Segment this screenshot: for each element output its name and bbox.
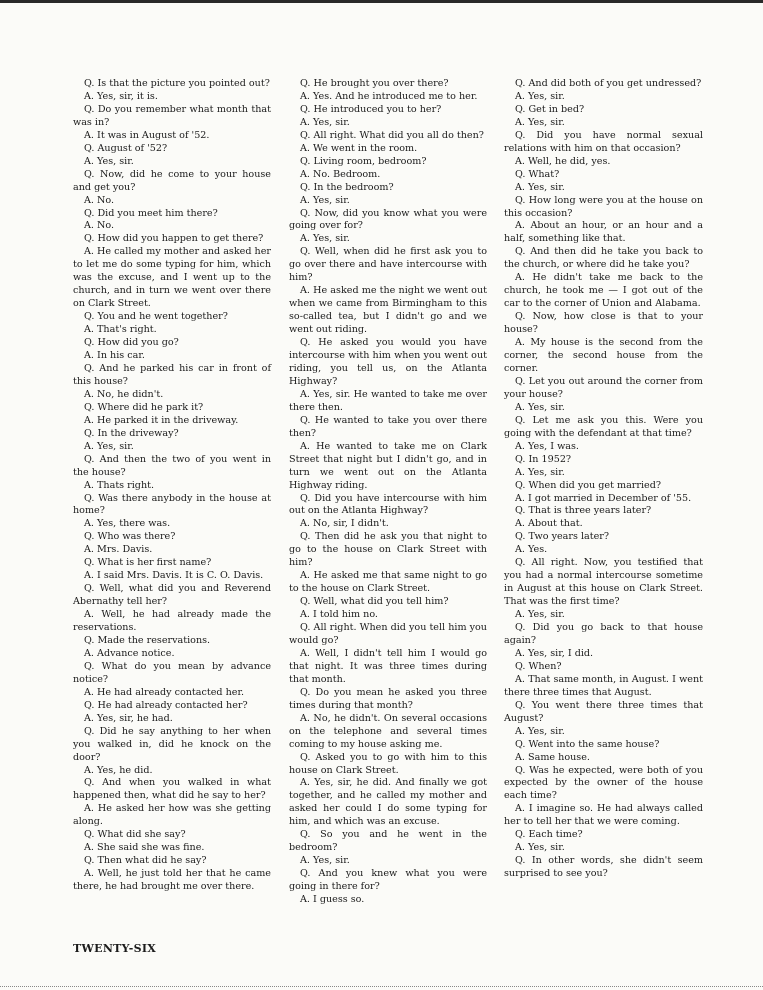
question-paragraph: Q. In other words, she didn't seem surprised to see you? xyxy=(504,855,703,880)
question-paragraph: Q. Went into the same house? xyxy=(515,738,660,750)
answer-paragraph: A. He asked me that same night to go to the house on Clark Street. xyxy=(289,570,487,595)
question-paragraph: Q. Two years later? xyxy=(515,531,610,543)
question-paragraph: Q. Asked you to go with him to this house on Clark Street. xyxy=(289,751,487,776)
question-paragraph: Q. And you knew what you were going in there for? xyxy=(289,868,487,893)
answer-paragraph: A. He parked it in the driveway. xyxy=(84,414,239,426)
question-paragraph: Q. When did you get married? xyxy=(515,479,661,491)
answer-paragraph: A. Yes, sir. xyxy=(515,401,565,413)
answer-paragraph: A. No, he didn't. xyxy=(84,388,164,400)
answer-paragraph: A. Yes, sir, I did. xyxy=(515,647,594,659)
answer-paragraph: A. About an hour, or an hour and a half, something like that. xyxy=(504,220,703,245)
answer-paragraph: A. Well, he just told her that he came there, he had brought me over there. xyxy=(73,868,271,893)
answer-paragraph: A. In his car. xyxy=(84,350,145,362)
answer-paragraph: A. Yes, I was. xyxy=(515,440,579,452)
question-paragraph: Q. Did you go back to that house again? xyxy=(504,622,703,646)
answer-paragraph: A. No. xyxy=(84,220,115,232)
question-paragraph: Q. August of '52? xyxy=(84,142,168,154)
question-paragraph: Q. He introduced you to her? xyxy=(300,103,442,115)
question-paragraph: Q. In the driveway? xyxy=(84,427,179,439)
answer-paragraph: A. I guess so. xyxy=(300,894,365,906)
answer-paragraph: A. Yes, he did. xyxy=(84,764,153,776)
question-paragraph: Q. You and he went together? xyxy=(84,311,228,323)
answer-paragraph: A. Yes, sir. He wanted to take me over there then. xyxy=(289,388,487,413)
question-paragraph: Q. He asked you would you have intercourse with him when you went out riding, you tell us, on the Atlanta Highway? xyxy=(289,337,487,387)
answer-paragraph: A. My house is the second from the corner, the second house from the corner. xyxy=(504,337,703,374)
answer-paragraph: A. Yes, sir. xyxy=(300,855,350,867)
question-paragraph: Q. Was he expected, were both of you expected by the owner of the house each time? xyxy=(504,764,703,802)
answer-paragraph: A. Yes, sir. xyxy=(515,116,565,128)
answer-paragraph: A. I got married in December of '55. xyxy=(515,492,692,504)
answer-paragraph: A. No. xyxy=(84,194,115,206)
question-paragraph: Q. What did she say? xyxy=(84,829,186,841)
answer-paragraph: A. Yes, sir. xyxy=(300,233,350,245)
answer-paragraph: A. Yes. And he introduced me to her. xyxy=(300,90,478,102)
answer-paragraph: A. He wanted to take me on Clark Street that night but I didn't go, and in turn we went out on the Atlanta Highway riding. xyxy=(289,440,487,491)
question-paragraph: Q. Well, what did you and Reverend Abernathy tell her? xyxy=(73,583,271,608)
answer-paragraph: A. That same month, in August. I went there three times that August. xyxy=(504,673,703,698)
answer-paragraph: A. He asked me the night we went out when we came from Birmingham to this so-called tea, but I didn't go and we went out riding. xyxy=(289,285,487,336)
question-paragraph: Q. Do you mean he asked you three times during that month? xyxy=(289,686,487,711)
answer-paragraph: A. Yes, sir. xyxy=(515,725,565,737)
question-paragraph: Q. Now, did he come to your house and get you? xyxy=(73,168,271,193)
question-paragraph: Q. Well, when did he first ask you to go over there and have intercourse with him? xyxy=(289,246,487,284)
question-paragraph: Q. Who was there? xyxy=(84,531,176,543)
question-paragraph: Q. Let you out around the corner from your house? xyxy=(504,375,703,400)
top-rule xyxy=(0,0,763,3)
answer-paragraph: A. Yes, sir. xyxy=(84,155,134,167)
answer-paragraph: A. No, sir, I didn't. xyxy=(300,518,389,530)
question-paragraph: Q. Is that the picture you pointed out? xyxy=(84,78,270,89)
transcript-column-3 xyxy=(504,78,703,881)
answer-paragraph: A. Yes, there was. xyxy=(84,518,171,530)
answer-paragraph: A. No. Bedroom. xyxy=(300,168,381,180)
question-paragraph: Q. Now, how close is that to your house? xyxy=(504,311,703,336)
question-paragraph: Q. Each time? xyxy=(515,829,583,841)
answer-paragraph: A. He didn't take me back to the church, he took me — I got out of the car to the corner of Union and Alabama. xyxy=(504,272,703,310)
question-paragraph: Q. And did both of you get undressed? xyxy=(515,78,702,89)
answer-paragraph: A. Yes, sir. xyxy=(84,440,134,452)
question-paragraph: Q. You went there three times that August? xyxy=(504,699,703,724)
question-paragraph: Q. Did you have normal sexual relations with him on that occasion? xyxy=(504,129,703,154)
question-paragraph: Q. How did you go? xyxy=(84,337,179,349)
answer-paragraph: A. No, he didn't. On several occasions on the telephone and several times coming to my house asking me. xyxy=(289,712,487,750)
question-paragraph: Q. Did you have intercourse with him out on the Atlanta Highway? xyxy=(289,492,487,517)
question-paragraph: Q. And then the two of you went in the house? xyxy=(73,453,271,478)
question-paragraph: Q. Then did he ask you that night to go to the house on Clark Street with him? xyxy=(289,531,487,569)
answer-paragraph: A. He asked her how was she getting along. xyxy=(73,803,271,828)
question-paragraph: Q. How did you happen to get there? xyxy=(84,233,264,245)
question-paragraph: Q. Then what did he say? xyxy=(84,855,207,867)
question-paragraph: Q. And when you walked in what happened then, what did he say to her? xyxy=(73,777,271,802)
answer-paragraph: A. Yes, sir. xyxy=(515,90,565,102)
answer-paragraph: A. Yes, sir, he had. xyxy=(84,712,173,724)
bottom-rule xyxy=(0,986,763,987)
answer-paragraph: A. Well, he did, yes. xyxy=(515,155,611,167)
question-paragraph: Q. What? xyxy=(515,168,560,180)
question-paragraph: Q. Where did he park it? xyxy=(84,401,204,413)
question-paragraph: Q. Living room, bedroom? xyxy=(300,155,427,167)
question-paragraph: Q. How long were you at the house on this occasion? xyxy=(504,194,703,219)
answer-paragraph: A. It was in August of '52. xyxy=(84,129,210,141)
answer-paragraph: A. Thats right. xyxy=(84,479,155,491)
answer-paragraph: A. She said she was fine. xyxy=(84,842,205,854)
question-paragraph: Q. All right. When did you tell him you would go? xyxy=(289,622,487,646)
answer-paragraph: A. He called my mother and asked her to let me do some typing for him, which was the excuse, and I went up to the church, and in turn we went over there on Clark Street. xyxy=(73,246,271,310)
question-paragraph: Q. All right. Now, you testified that you had a normal intercourse sometime in August at this house on Clark Street. That was the first time? xyxy=(504,557,703,608)
answer-paragraph: A. Yes, sir. xyxy=(515,466,565,478)
answer-paragraph: A. I said Mrs. Davis. It is C. O. Davis. xyxy=(84,570,264,582)
question-paragraph: Q. In 1952? xyxy=(515,453,572,465)
answer-paragraph: A. Advance notice. xyxy=(84,647,175,659)
question-paragraph: Q. Did you meet him there? xyxy=(84,207,218,219)
question-paragraph: Q. Do you remember what month that was in? xyxy=(73,103,271,128)
question-paragraph: Q. He brought you over there? xyxy=(300,78,449,89)
page-number-footer: TWENTY-SIX xyxy=(73,942,157,955)
question-paragraph: Q. And then did he take you back to the church, or where did he take you? xyxy=(504,246,703,271)
question-paragraph: Q. Was there anybody in the house at home? xyxy=(73,492,271,517)
question-paragraph: Q. He had already contacted her? xyxy=(84,699,248,711)
answer-paragraph: A. Yes, sir, he did. And finally we got together, and he called my mother and asked her could I do some typing for him, and which was an excuse. xyxy=(289,777,487,828)
answer-paragraph: A. I told him no. xyxy=(300,609,378,621)
question-paragraph: Q. What is her first name? xyxy=(84,557,212,569)
question-paragraph: Q. That is three years later? xyxy=(515,505,652,517)
answer-paragraph: A. We went in the room. xyxy=(300,142,418,154)
answer-paragraph: A. Mrs. Davis. xyxy=(84,544,153,556)
transcript-column-1 xyxy=(73,78,271,894)
answer-paragraph: A. About that. xyxy=(515,518,583,530)
transcript-column-2 xyxy=(289,78,487,907)
answer-paragraph: A. Yes, sir. xyxy=(515,181,565,193)
question-paragraph: Q. All right. What did you all do then? xyxy=(300,129,484,141)
question-paragraph: Q. Let me ask you this. Were you going with the defendant at that time? xyxy=(504,414,703,439)
answer-paragraph: A. Yes, sir. xyxy=(300,194,350,206)
question-paragraph: Q. What do you mean by advance notice? xyxy=(73,660,271,685)
question-paragraph: Q. In the bedroom? xyxy=(300,181,394,193)
answer-paragraph: A. Yes. xyxy=(515,544,548,556)
answer-paragraph: A. Same house. xyxy=(515,751,590,763)
question-paragraph: Q. Did he say anything to her when you walked in, did he knock on the door? xyxy=(73,725,271,763)
question-paragraph: Q. When? xyxy=(515,660,562,672)
answer-paragraph: A. Yes, sir, it is. xyxy=(84,90,158,102)
answer-paragraph: A. He had already contacted her. xyxy=(84,686,245,698)
question-paragraph: Q. Now, did you know what you were going over for? xyxy=(289,207,487,232)
answer-paragraph: A. Yes, sir. xyxy=(515,609,565,621)
question-paragraph: Q. Get in bed? xyxy=(515,103,585,115)
answer-paragraph: A. Yes, sir. xyxy=(300,116,350,128)
answer-paragraph: A. I imagine so. He had always called her to tell her that we were coming. xyxy=(504,803,703,828)
answer-paragraph: A. Well, I didn't tell him I would go that night. It was three times during that month. xyxy=(289,647,487,685)
question-paragraph: Q. Made the reservations. xyxy=(84,634,211,646)
question-paragraph: Q. So you and he went in the bedroom? xyxy=(289,829,487,854)
answer-paragraph: A. Well, he had already made the reservations. xyxy=(73,609,271,634)
question-paragraph: Q. And he parked his car in front of this house? xyxy=(73,362,271,387)
question-paragraph: Q. He wanted to take you over there then? xyxy=(289,414,487,439)
answer-paragraph: A. Yes, sir. xyxy=(515,842,565,854)
answer-paragraph: A. That's right. xyxy=(84,324,157,336)
question-paragraph: Q. Well, what did you tell him? xyxy=(300,596,449,608)
